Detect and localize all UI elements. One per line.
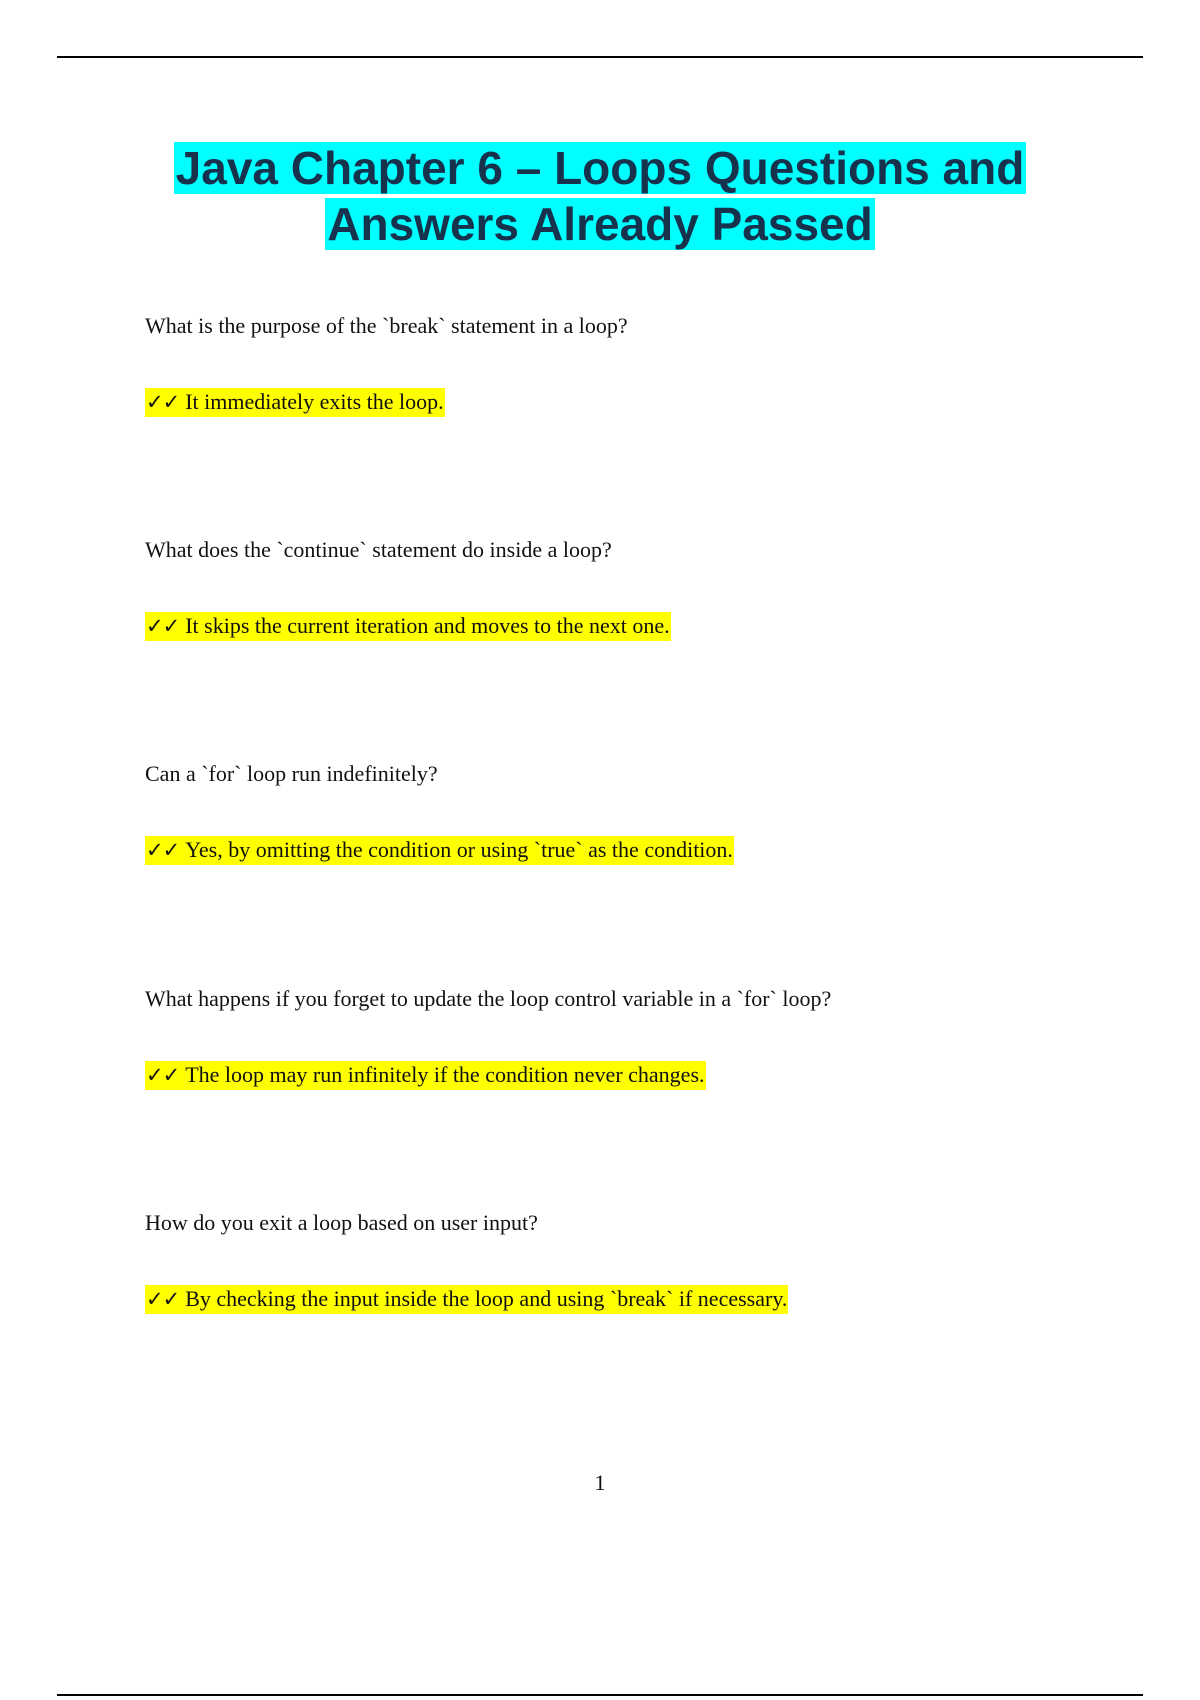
- title-line-1: Java Chapter 6 – Loops Questions and: [175, 142, 1025, 194]
- qa-item: [145, 985, 1145, 1089]
- bottom-rule: [57, 1694, 1143, 1696]
- answer: [145, 1061, 1145, 1089]
- qa-item: [145, 536, 1145, 640]
- title-line-2: Answers Already Passed: [327, 198, 873, 250]
- question-text: What happens if you forget to update the loop control variable in a `for` loop?: [145, 986, 832, 1011]
- answer-highlight: [145, 388, 445, 417]
- answer: [145, 612, 1145, 640]
- answer: [145, 388, 1145, 416]
- answer-highlight: [145, 1285, 788, 1314]
- check-mark-icon: ✓✓: [146, 390, 180, 414]
- document-title: [0, 140, 1200, 252]
- check-mark-icon: ✓✓: [146, 838, 180, 862]
- answer-text: By checking the input inside the loop and using `break` if necessary.: [185, 1286, 788, 1311]
- answer: [145, 1285, 1145, 1313]
- answer-text: Yes, by omitting the condition or using `true` as the condition.: [185, 837, 733, 862]
- check-mark-icon: ✓✓: [146, 1287, 180, 1311]
- question-text: What is the purpose of the `break` statement in a loop?: [145, 313, 628, 338]
- answer-highlight: [145, 1061, 706, 1090]
- question-text: What does the `continue` statement do inside a loop?: [145, 537, 612, 562]
- answer-text: It immediately exits the loop.: [185, 389, 444, 414]
- top-rule: [57, 56, 1143, 58]
- answer-text: It skips the current iteration and moves to the next one.: [185, 613, 670, 638]
- qa-item: [145, 312, 1145, 416]
- check-mark-icon: ✓✓: [146, 614, 180, 638]
- qa-item: [145, 760, 1145, 864]
- question-text: Can a `for` loop run indefinitely?: [145, 761, 438, 786]
- check-mark-icon: ✓✓: [146, 1063, 180, 1087]
- answer-text: The loop may run infinitely if the condition never changes.: [185, 1062, 705, 1087]
- answer-highlight: [145, 836, 734, 865]
- page-number: 1: [594, 1470, 606, 1495]
- question-text: How do you exit a loop based on user input?: [145, 1210, 538, 1235]
- answer: [145, 836, 1145, 864]
- answer-highlight: [145, 612, 671, 641]
- qa-item: [145, 1209, 1145, 1313]
